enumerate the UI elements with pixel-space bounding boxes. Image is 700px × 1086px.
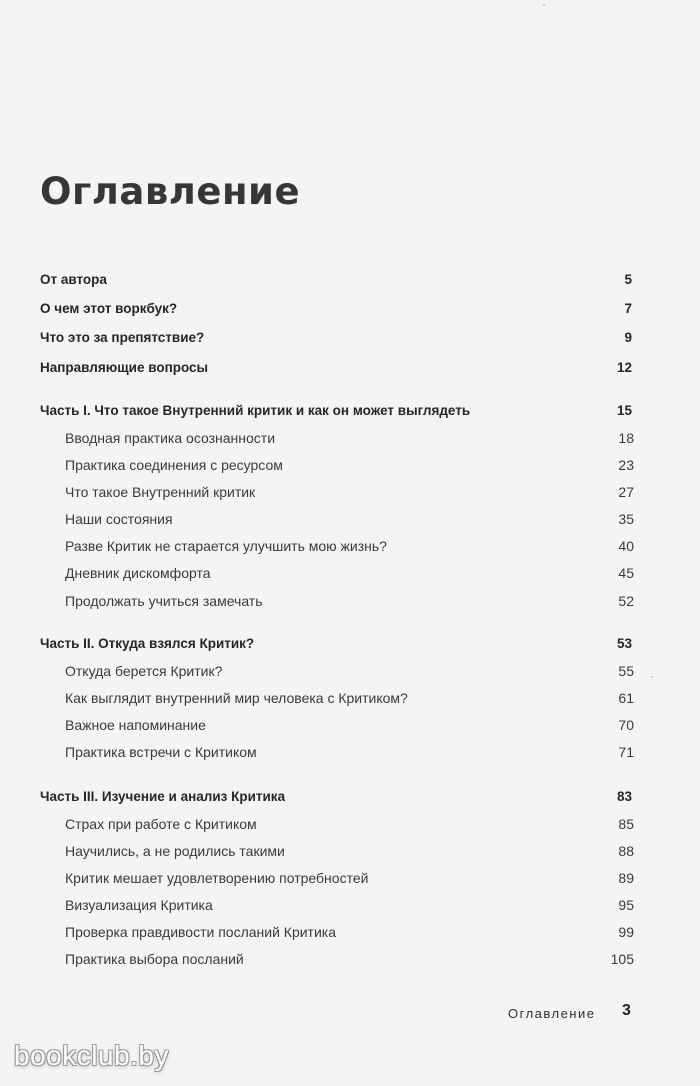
toc-entry-label: Практика соединения с ресурсом — [65, 457, 283, 473]
toc-entry-label: Что это за препятствие? — [40, 330, 205, 345]
toc-entry-label: Что такое Внутренний критик — [65, 484, 256, 500]
footer-page-number: 3 — [622, 1002, 631, 1019]
toc-entry-page-number: 35 — [618, 511, 634, 527]
toc-entry-page-number: 18 — [618, 430, 634, 446]
toc-entry-page-number: 99 — [618, 924, 634, 940]
toc-section-entry — [40, 272, 632, 287]
toc-entry-label: Дневник дискомфорта — [65, 565, 211, 581]
toc-entry-label: Часть II. Откуда взялся Критик? — [40, 636, 255, 651]
toc-entry-label: Научились, а не родились такими — [65, 843, 285, 859]
toc-section-entry — [40, 301, 632, 316]
toc-entry-page-number: 88 — [618, 843, 634, 859]
toc-entry-page-number: 45 — [618, 565, 634, 581]
toc-section-entry — [40, 330, 632, 345]
toc-subsection-entry — [65, 565, 634, 581]
toc-subsection-entry — [65, 843, 634, 859]
toc-entry-label: Часть I. Что такое Внутренний критик и как он может выглядеть — [40, 403, 471, 418]
toc-subsection-entry — [65, 744, 634, 760]
toc-entry-page-number: 5 — [624, 272, 632, 287]
toc-entry-page-number: 89 — [618, 870, 634, 886]
scan-speck — [543, 4, 545, 6]
toc-entry-page-number: 40 — [618, 538, 634, 554]
toc-entry-label: Наши состояния — [65, 511, 173, 527]
toc-entry-page-number: 23 — [618, 457, 634, 473]
footer-section-label: Оглавление — [508, 1006, 596, 1021]
toc-subsection-entry — [65, 538, 634, 554]
toc-entry-label: Разве Критик не старается улучшить мою жизнь? — [65, 538, 387, 554]
toc-subsection-entry — [65, 951, 634, 967]
toc-entry-label: От автора — [40, 272, 107, 287]
toc-entry-page-number: 27 — [618, 484, 634, 500]
toc-subsection-entry — [65, 663, 634, 679]
toc-entry-label: Важное напоминание — [65, 717, 206, 733]
toc-subsection-entry — [65, 511, 634, 527]
toc-entry-label: Вводная практика осознанности — [65, 430, 276, 446]
toc-entry-label: О чем этот воркбук? — [40, 301, 178, 316]
toc-entry-page-number: 15 — [616, 403, 632, 418]
toc-subsection-entry — [65, 593, 634, 609]
toc-subsection-entry — [65, 430, 634, 446]
watermark-logo: bookclub.by — [14, 1040, 169, 1071]
toc-entry-page-number: 52 — [618, 593, 634, 609]
toc-entry-page-number: 71 — [618, 744, 634, 760]
toc-entry-label: Продолжать учиться замечать — [65, 593, 263, 609]
toc-entry-page-number: 9 — [624, 330, 632, 345]
toc-entry-page-number: 95 — [618, 897, 634, 913]
toc-section-entry — [40, 636, 632, 651]
toc-entry-page-number: 85 — [618, 816, 634, 832]
toc-subsection-entry — [65, 484, 634, 500]
toc-subsection-entry — [65, 816, 634, 832]
toc-entry-label: Часть III. Изучение и анализ Критика — [40, 789, 286, 804]
toc-entry-page-number: 61 — [618, 690, 634, 706]
toc-subsection-entry — [65, 717, 634, 733]
toc-entry-label: Практика выбора посланий — [65, 951, 244, 967]
toc-subsection-entry — [65, 897, 634, 913]
toc-entry-label: Направляющие вопросы — [40, 360, 209, 375]
toc-entry-page-number: 53 — [616, 636, 632, 651]
toc-entry-page-number: 83 — [616, 789, 632, 804]
page-title: Оглавление — [40, 170, 301, 213]
scan-speck — [651, 676, 653, 678]
toc-entry-label: Откуда берется Критик? — [65, 663, 223, 679]
toc-entry-label: Проверка правдивости посланий Критика — [65, 924, 337, 940]
toc-entry-page-number: 70 — [618, 717, 634, 733]
toc-section-entry — [40, 360, 632, 375]
toc-subsection-entry — [65, 870, 634, 886]
toc-entry-page-number: 12 — [616, 360, 632, 375]
toc-subsection-entry — [65, 457, 634, 473]
toc-entry-page-number: 55 — [618, 663, 634, 679]
toc-entry-label: Страх при работе с Критиком — [65, 816, 257, 832]
toc-subsection-entry — [65, 690, 634, 706]
toc-entry-page-number: 105 — [610, 951, 634, 967]
toc-subsection-entry — [65, 924, 634, 940]
toc-entry-label: Визуализация Критика — [65, 897, 213, 913]
toc-section-entry — [40, 403, 632, 418]
toc-entry-label: Критик мешает удовлетворению потребностей — [65, 870, 369, 886]
toc-entry-label: Как выглядит внутренний мир человека с Критиком? — [65, 690, 408, 706]
toc-entry-page-number: 7 — [624, 301, 632, 316]
toc-section-entry — [40, 789, 632, 804]
toc-entry-label: Практика встречи с Критиком — [65, 744, 257, 760]
